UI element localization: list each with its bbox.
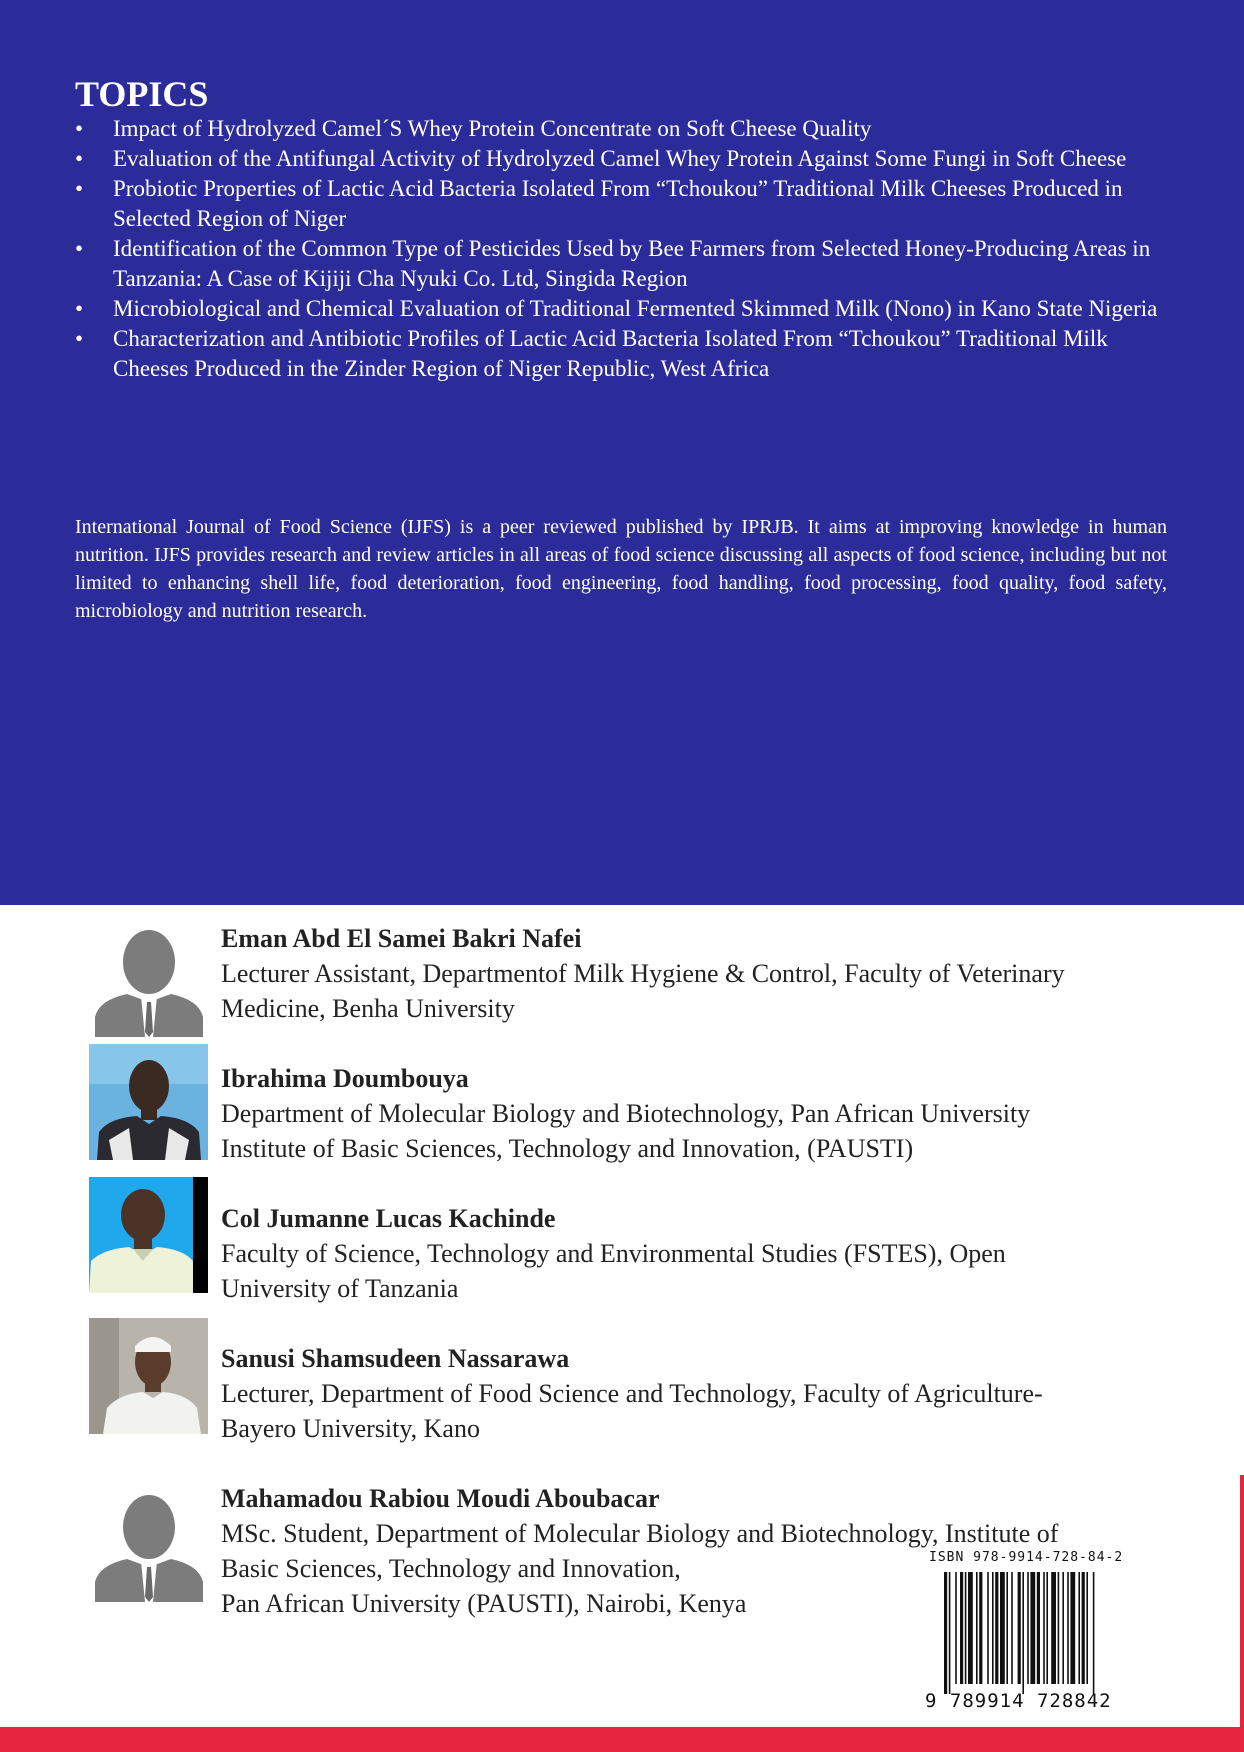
barcode-bar	[1067, 1572, 1069, 1684]
topic-item	[75, 294, 1167, 324]
barcode-bar	[968, 1572, 973, 1684]
author-photo-icon	[89, 1177, 208, 1293]
barcode-bar	[1051, 1572, 1056, 1684]
author-entry	[0, 1342, 1244, 1472]
author-entry	[0, 1202, 1244, 1332]
author-affiliation-line: Lecturer, Department of Food Science and Technology, Faculty of Agriculture-	[221, 1379, 1043, 1408]
avatar	[89, 1318, 208, 1434]
bullet-icon: •	[75, 326, 84, 351]
barcode-bar	[1086, 1572, 1088, 1684]
barcode-bar	[1037, 1572, 1040, 1684]
topic-item	[75, 114, 1167, 144]
author-affiliation-line: MSc. Student, Department of Molecular Biology and Biotechnology, Institute of	[221, 1519, 1059, 1548]
barcode-bar	[1046, 1572, 1048, 1684]
barcode-bar	[1070, 1572, 1075, 1684]
barcode-bar	[955, 1572, 957, 1684]
barcode-bar	[1043, 1572, 1045, 1684]
author-name: Ibrahima Doumbouya	[221, 1064, 469, 1093]
avatar	[89, 1487, 209, 1602]
topic-text: Identification of the Common Type of Pesticides Used by Bee Farmers from Selected Honey-Producing Areas in Tanzania: A Case of Kijiji Cha Nyuki Co. Ltd, Singida Region	[113, 236, 1151, 291]
author-info	[221, 1062, 1181, 1166]
barcode-bar	[992, 1572, 994, 1684]
topic-text: Microbiological and Chemical Evaluation of Traditional Fermented Skimmed Milk (Nono) in Kano State Nigeria	[113, 296, 1158, 321]
barcode-bar	[1000, 1572, 1005, 1684]
barcode-bar	[979, 1572, 982, 1684]
person-silhouette-icon	[89, 1487, 209, 1602]
topic-item	[75, 144, 1167, 174]
barcode-bar	[1011, 1572, 1013, 1684]
topic-text: Characterization and Antibiotic Profiles of Lactic Acid Bacteria Isolated From “Tchoukou” Traditional Milk Cheeses Produced in the Zinder Region of Niger Republic, West Africa	[113, 326, 1108, 381]
author-affiliation-line: Institute of Basic Sciences, Technology and Innovation, (PAUSTI)	[221, 1134, 914, 1163]
topics-list	[75, 114, 1167, 384]
author-info	[221, 922, 1181, 1026]
isbn-barcode	[915, 1550, 1155, 1710]
barcode-bar	[1058, 1572, 1060, 1684]
author-photo-icon	[89, 1318, 208, 1434]
barcode-bar	[987, 1572, 989, 1684]
author-entry	[0, 922, 1244, 1052]
author-info	[221, 1342, 1181, 1446]
topic-text: Probiotic Properties of Lactic Acid Bacteria Isolated From “Tchoukou” Traditional Milk Cheeses Produced in Selected Region of Niger	[113, 176, 1123, 231]
avatar	[89, 922, 209, 1037]
bullet-icon: •	[75, 296, 84, 321]
bullet-icon: •	[75, 176, 84, 201]
barcode-bar	[1078, 1572, 1080, 1684]
author-name: Col Jumanne Lucas Kachinde	[221, 1204, 556, 1233]
author-affiliation-line: Pan African University (PAUSTI), Nairobi, Kenya	[221, 1589, 747, 1618]
author-affiliation-line: University of Tanzania	[221, 1274, 459, 1303]
avatar	[89, 1044, 208, 1160]
author-photo-icon	[89, 1044, 208, 1160]
barcode-icon	[944, 1572, 1144, 1694]
accent-edge	[1240, 1475, 1244, 1727]
bullet-icon: •	[75, 236, 84, 261]
topic-text: Evaluation of the Antifungal Activity of Hydrolyzed Camel Whey Protein Against Some Fungi in Soft Cheese	[113, 146, 1127, 171]
barcode-bar	[1022, 1572, 1024, 1694]
journal-description: International Journal of Food Science (IJFS) is a peer reviewed published by IPRJB. It aims at improving knowledge in human nutrition. IJFS provides research and review articles in all areas of food science discussing all aspects of food science, including but not limited to enhancing shell life, food deterioration, food engineering, food handling, food processing, food quality, food safety, microbiology and nutrition research.	[75, 516, 1167, 622]
barcode-bar	[965, 1572, 967, 1684]
accent-bar	[0, 1727, 1244, 1752]
barcode-bar	[1082, 1572, 1085, 1684]
barcode-bar	[976, 1572, 978, 1684]
author-info	[221, 1202, 1181, 1306]
barcode-bar	[1018, 1572, 1021, 1684]
bullet-icon: •	[75, 116, 84, 141]
author-name: Mahamadou Rabiou Moudi Aboubacar	[221, 1484, 660, 1513]
barcode-bar	[995, 1572, 998, 1684]
author-affiliation-line: Lecturer Assistant, Departmentof Milk Hygiene & Control, Faculty of Veterinary	[221, 959, 1065, 988]
isbn-digits: 9 789914 728842	[925, 1690, 1112, 1712]
topic-item	[75, 324, 1167, 384]
topic-item	[75, 174, 1167, 234]
barcode-bar	[1062, 1572, 1064, 1684]
barcode-bar	[1030, 1572, 1035, 1684]
author-name: Eman Abd El Samei Bakri Nafei	[221, 924, 582, 953]
barcode-bar	[949, 1572, 951, 1694]
author-affiliation-line: Department of Molecular Biology and Biotechnology, Pan African University	[221, 1099, 1031, 1128]
author-entry	[0, 1062, 1244, 1192]
author-affiliation-line: Basic Sciences, Technology and Innovation,	[221, 1554, 681, 1583]
author-name: Sanusi Shamsudeen Nassarawa	[221, 1344, 570, 1373]
topic-item	[75, 234, 1167, 294]
bullet-icon: •	[75, 146, 84, 171]
person-silhouette-icon	[89, 922, 209, 1037]
author-affiliation-line: Medicine, Benha University	[221, 994, 515, 1023]
isbn-label: ISBN 978-9914-728-84-2	[929, 1550, 1124, 1565]
author-affiliation-line: Bayero University, Kano	[221, 1414, 480, 1443]
topics-heading: TOPICS	[75, 74, 209, 114]
barcode-bar	[1093, 1572, 1095, 1694]
barcode-bar	[1027, 1572, 1029, 1684]
barcode-bar	[944, 1572, 947, 1694]
topic-text: Impact of Hydrolyzed Camel´S Whey Protein Concentrate on Soft Cheese Quality	[113, 116, 872, 141]
barcode-bar	[1006, 1572, 1008, 1684]
barcode-bar	[960, 1572, 963, 1684]
avatar	[89, 1177, 208, 1293]
author-affiliation-line: Faculty of Science, Technology and Environmental Studies (FSTES), Open	[221, 1239, 1006, 1268]
